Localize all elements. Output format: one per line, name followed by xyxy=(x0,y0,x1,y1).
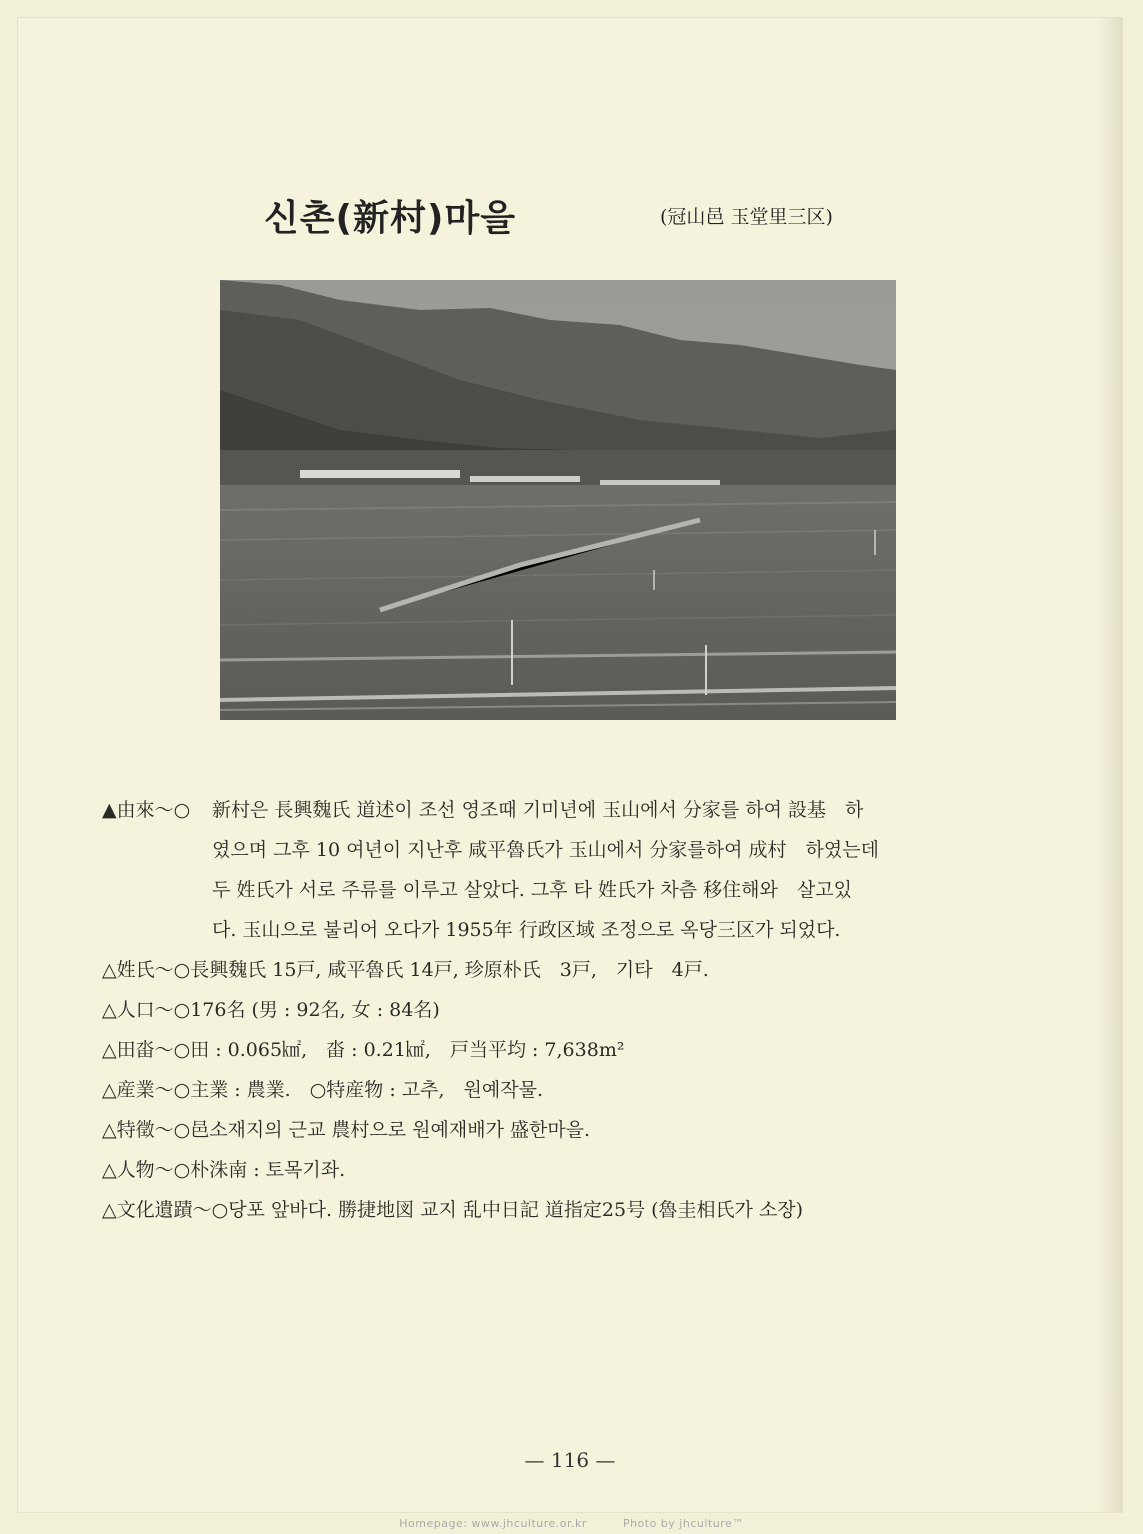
page-number: — 116 — xyxy=(524,1448,616,1472)
entry-features-label: △特徵～○ xyxy=(102,1119,191,1141)
footer-photo-credit: Photo by jhculture™ xyxy=(622,1517,744,1530)
entry-industry-text: 主業 : 農業. ○特産物 : 고추, 원예작물. xyxy=(190,1079,543,1101)
village-info-list xyxy=(102,790,1022,1230)
document-page xyxy=(18,18,1122,1512)
footer-credits xyxy=(0,1517,1143,1530)
entry-farmland xyxy=(102,1030,1022,1070)
entry-origin-line-2: 였으며 그후 10 여년이 지난후 咸平魯氏가 玉山에서 分家를하여 成村 하였는데 xyxy=(212,839,879,861)
entry-farmland-text: 田 : 0.065㎢, 畓 : 0.21㎢, 戸当平均 : 7,638m² xyxy=(190,1039,625,1061)
entry-industry xyxy=(102,1070,1022,1110)
village-landscape-photo xyxy=(220,280,896,720)
entry-cultural-heritage xyxy=(102,1190,1022,1230)
entry-surnames-text: 長興魏氏 15戸, 咸平魯氏 14戸, 珍原朴氏 3戸, 기타 4戸. xyxy=(190,959,709,981)
entry-population xyxy=(102,990,1022,1030)
page-title: 신촌(新村)마을 xyxy=(264,198,517,239)
entry-population-text: 176名 (男 : 92名, 女 : 84名) xyxy=(190,999,440,1021)
entry-origin-line-3: 두 姓氏가 서로 주류를 이루고 살았다. 그후 타 姓氏가 차츰 移住해와 살고있 xyxy=(212,879,852,901)
entry-population-label: △人口～○ xyxy=(102,999,191,1021)
entry-people-text: 朴洙南 : 토목기좌. xyxy=(190,1159,346,1181)
landscape-photo-image xyxy=(220,280,896,720)
entry-cultural-heritage-label: △文化遺蹟～○ xyxy=(102,1199,229,1221)
entry-industry-label: △産業～○ xyxy=(102,1079,191,1101)
entry-origin-line-1: 新村은 長興魏氏 道述이 조선 영조때 기미년에 玉山에서 分家를 하여 設基 하 xyxy=(212,799,864,821)
entry-surnames xyxy=(102,950,1022,990)
entry-people xyxy=(102,1150,1022,1190)
entry-cultural-heritage-text: 당포 앞바다. 勝捷地図 교지 乱中日記 道指定25号 (魯圭相氏가 소장) xyxy=(228,1199,804,1221)
entry-surnames-label: △姓氏～○ xyxy=(102,959,191,981)
entry-origin-label: ▲由來～○ xyxy=(102,799,191,821)
entry-people-label: △人物～○ xyxy=(102,1159,191,1181)
entry-farmland-label: △田畓～○ xyxy=(102,1039,191,1061)
page-edge-shadow xyxy=(1096,18,1122,1512)
footer-homepage-link[interactable]: Homepage: www.jhculture.or.kr xyxy=(399,1517,587,1530)
entry-origin xyxy=(102,790,1022,950)
location-subtitle: (冠山邑 玉堂里三区) xyxy=(660,206,833,228)
entry-features-text: 邑소재지의 근교 農村으로 원예재배가 盛한마을. xyxy=(190,1119,591,1141)
entry-origin-line-4: 다. 玉山으로 불리어 오다가 1955年 行政区域 조정으로 옥당三区가 되었다. xyxy=(212,919,841,941)
entry-features xyxy=(102,1110,1022,1150)
